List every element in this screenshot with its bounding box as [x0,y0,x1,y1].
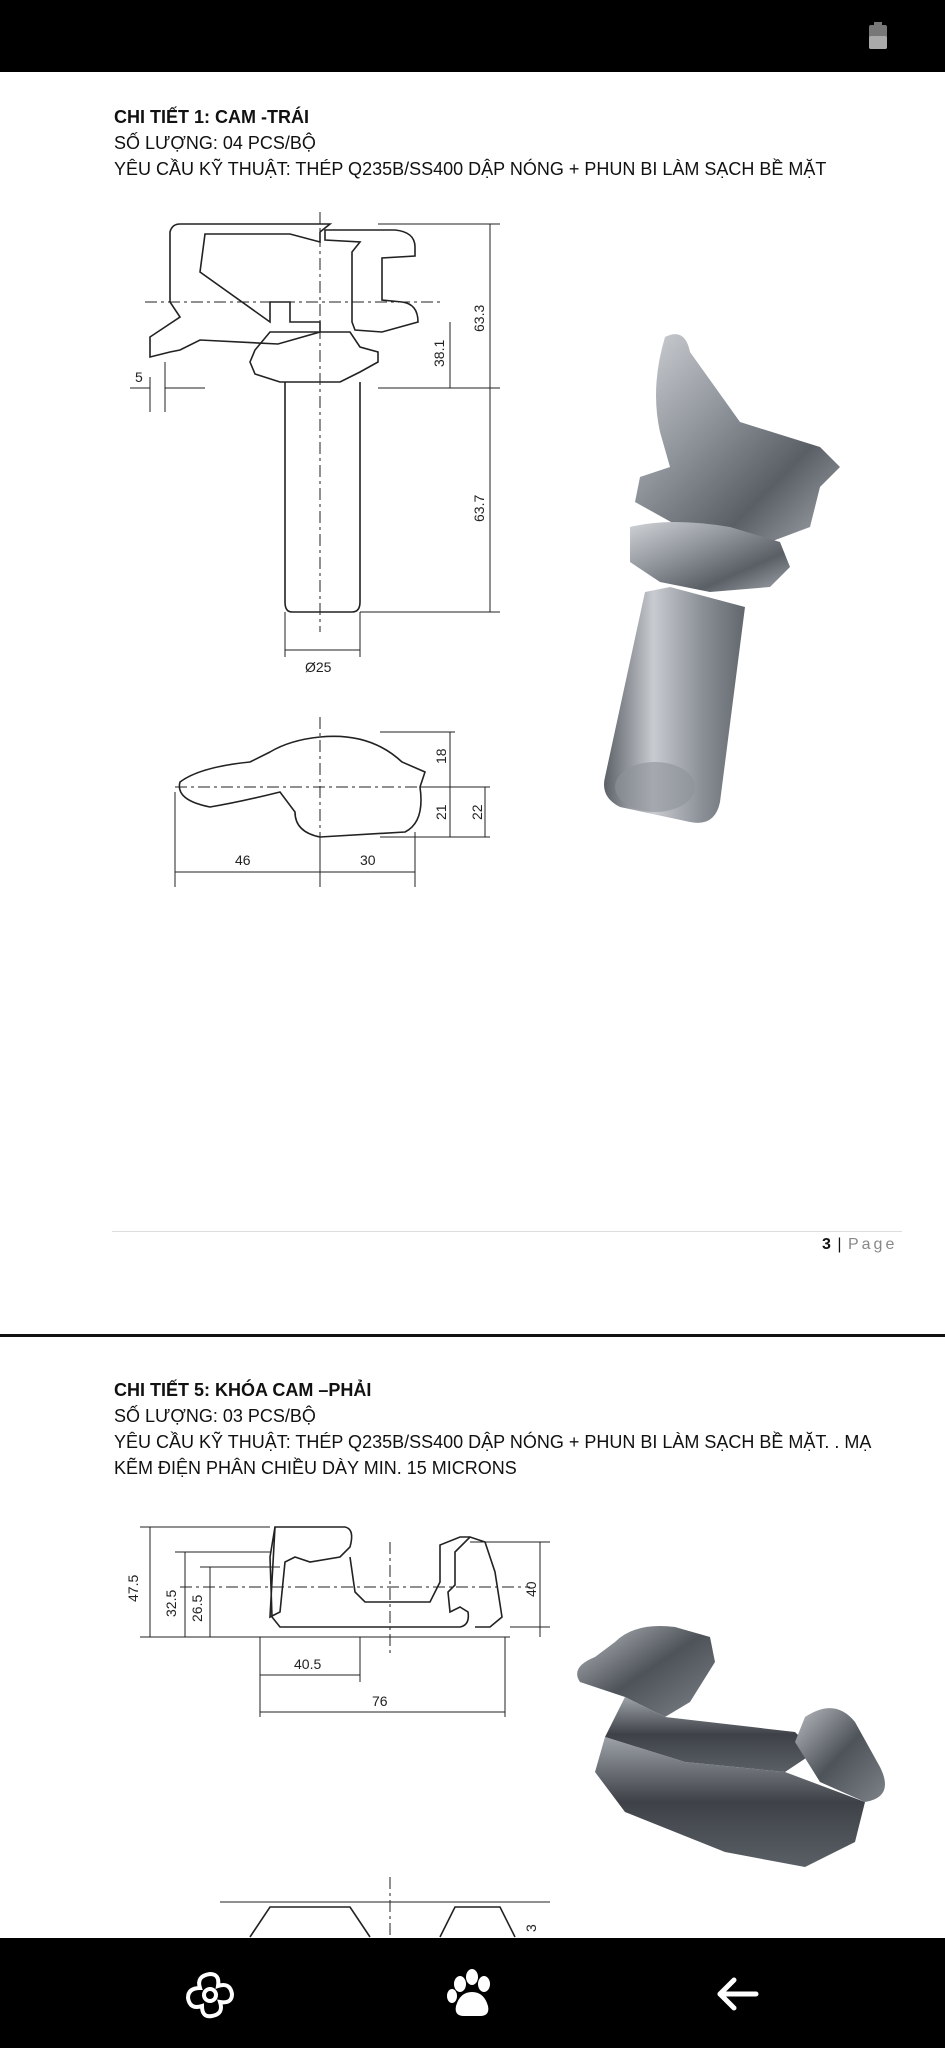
dim-label: 76 [372,1693,388,1709]
page-number: 3 | Page [822,1236,898,1253]
flower-icon [180,1964,240,2024]
paw-icon [442,1964,502,2024]
part-requirement: YÊU CẦU KỸ THUẬT: THÉP Q235B/SS400 DẬP NÓNG + PHUN BI LÀM SẠCH BỀ MẶT. . MẠ KẼM ĐIỆN PHÂN CHIỀU DÀY MIN. 15 MICRONS [114,1432,872,1478]
dim-label: 3 [523,1924,539,1932]
cam-left-top-drawing [120,712,510,902]
app-button[interactable] [432,1956,512,2032]
dim-label: 30 [360,852,376,868]
part-title: CHI TIẾT 5: KHÓA CAM –PHẢI [114,1380,372,1400]
dim-label: 26.5 [189,1594,205,1622]
cam-lock-right-photo [565,1622,910,1882]
part-requirement: YÊU CẦU KỸ THUẬT: THÉP Q235B/SS400 DẬP NÓNG + PHUN BI LÀM SẠCH BỀ MẶT [114,159,827,179]
home-button[interactable] [170,1956,250,2032]
cam-left-photo [590,327,860,847]
dim-label: 18 [433,748,449,764]
dim-label: 63.3 [471,304,487,332]
battery-icon [868,22,888,50]
back-arrow-icon [708,1964,768,2024]
status-bar [0,0,945,72]
dim-label: 38.1 [431,339,447,367]
document-page-3 [0,72,945,1334]
dim-label: 21 [433,804,449,820]
dim-label: 40.5 [294,1656,322,1672]
cam-left-side-drawing [120,212,510,782]
dim-label: 5 [135,369,143,385]
part-quantity: SỐ LƯỢNG: 04 PCS/BỘ [114,133,316,153]
navigation-bar [0,1938,945,2048]
dim-label: 32.5 [163,1589,179,1617]
dim-label: 46 [235,852,251,868]
part-quantity: SỐ LƯỢNG: 03 PCS/BỘ [114,1406,316,1426]
dim-label: Ø25 [305,659,332,675]
part-title: CHI TIẾT 1: CAM -TRÁI [114,107,309,127]
dim-label: 47.5 [125,1574,141,1602]
page-footer-rule [112,1231,902,1232]
dim-label: 40 [523,1581,539,1597]
back-button[interactable] [698,1956,778,2032]
dim-label: 63.7 [471,494,487,522]
cam-lock-right-drawing [110,1517,570,1938]
document-page-4 [0,1337,945,1938]
dim-label: 22 [469,804,485,820]
